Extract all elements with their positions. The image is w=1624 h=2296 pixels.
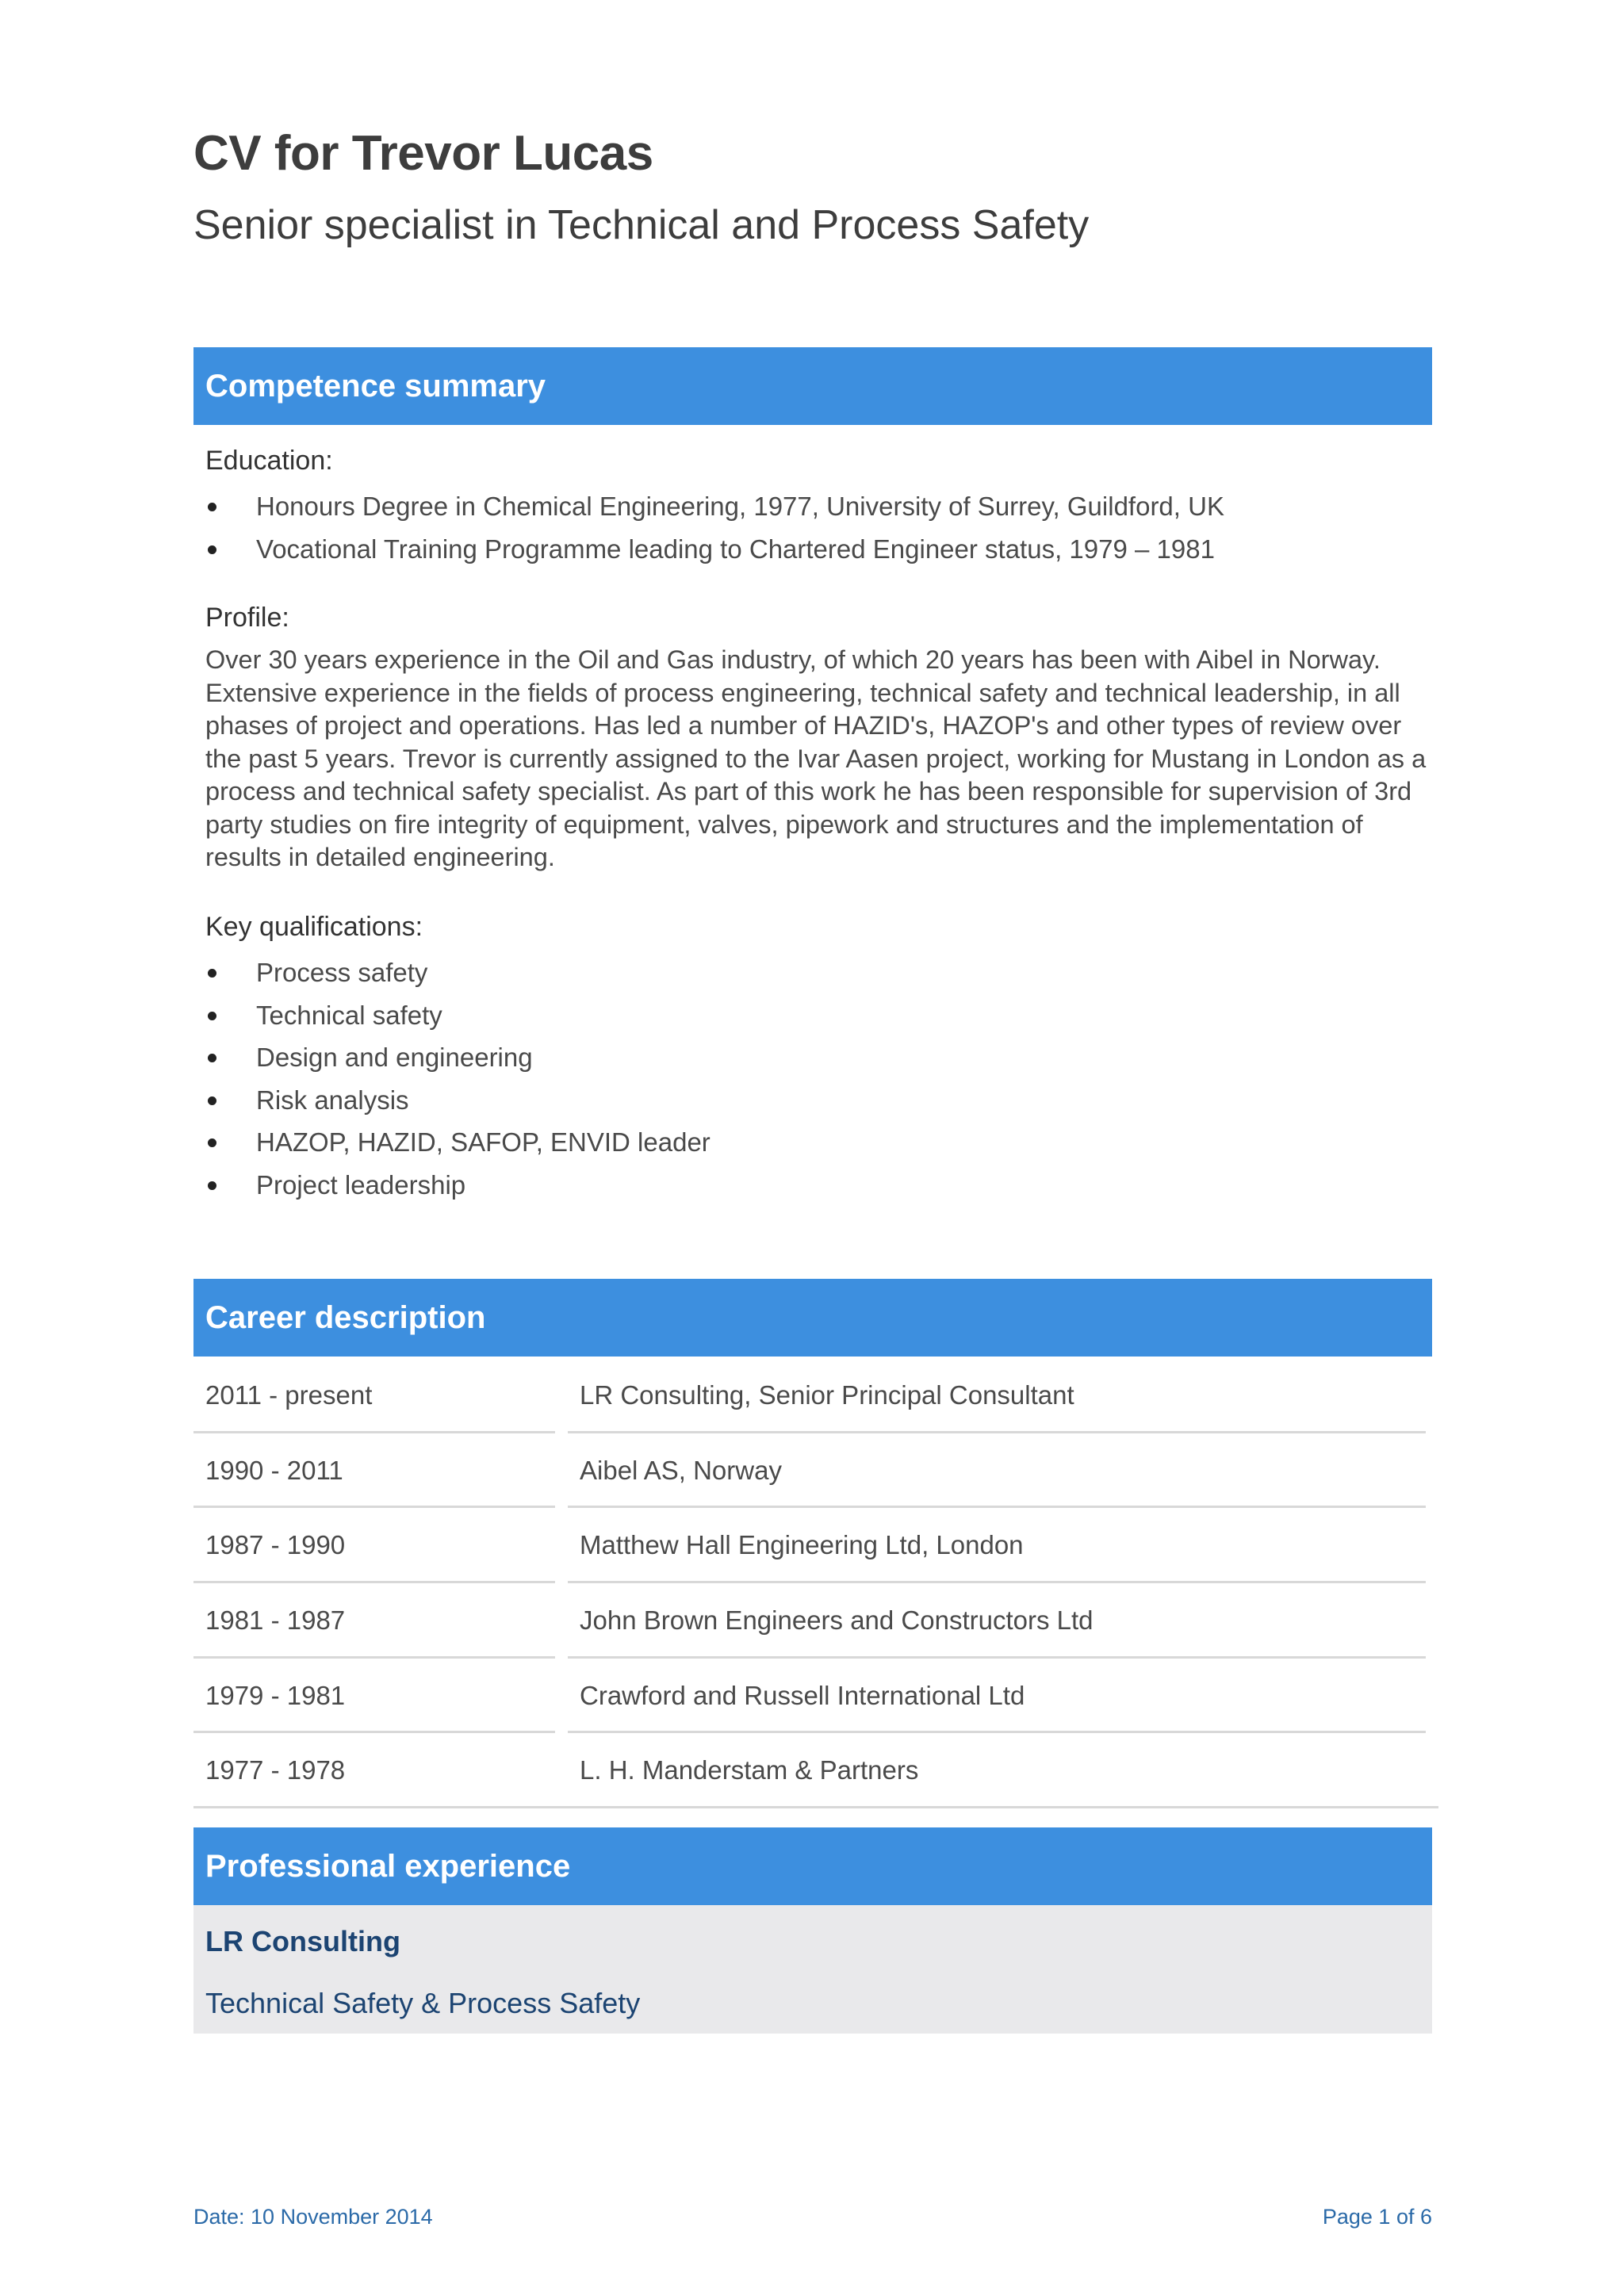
education-label: Education:: [205, 446, 333, 476]
qualification-item: [205, 951, 710, 994]
career-organisation: John Brown Engineers and Constructors Ltd: [568, 1583, 1426, 1659]
qualification-text: HAZOP, HAZID, SAFOP, ENVID leader: [256, 1127, 710, 1157]
key-qualifications-label: Key qualifications:: [205, 912, 423, 942]
page-subtitle: Senior specialist in Technical and Process Safety: [193, 202, 1090, 248]
career-organisation: Crawford and Russell International Ltd: [568, 1659, 1426, 1734]
bullet-icon: [208, 1181, 216, 1190]
qualification-text: Process safety: [256, 958, 428, 987]
career-organisation: LR Consulting, Senior Principal Consultant: [568, 1358, 1426, 1433]
qualification-item: [205, 1036, 710, 1079]
qualification-text: Project leadership: [256, 1169, 466, 1200]
career-organisation: L. H. Manderstam & Partners: [580, 1755, 919, 1785]
education-item-text: Vocational Training Programme leading to Chartered Engineer status, 1979 – 1981: [256, 534, 1215, 564]
experience-company-block: [193, 1905, 1432, 2034]
bullet-icon: [208, 969, 216, 978]
footer-page-number: Page 1 of 6: [1322, 2205, 1432, 2229]
bullet-icon: [208, 545, 216, 554]
qualification-text: Risk analysis: [256, 1085, 409, 1115]
qualification-item: [205, 1079, 710, 1122]
career-row: [193, 1433, 1432, 1509]
education-list: [205, 485, 1224, 570]
bullet-icon: [208, 1054, 216, 1062]
professional-experience-heading: Professional experience: [193, 1827, 1432, 1905]
footer-date: Date: 10 November 2014: [193, 2205, 433, 2229]
career-row: [193, 1508, 1432, 1583]
career-row: [193, 1583, 1432, 1659]
career-row: [193, 1659, 1432, 1734]
career-period: 1979 - 1981: [193, 1659, 555, 1734]
page-title: CV for Trevor Lucas: [193, 126, 653, 181]
career-period: 2011 - present: [193, 1358, 555, 1433]
career-organisation: Aibel AS, Norway: [568, 1433, 1426, 1509]
education-item: [205, 485, 1224, 528]
profile-label: Profile:: [205, 603, 289, 633]
career-table: [193, 1358, 1432, 1808]
company-name: LR Consulting: [205, 1925, 400, 1957]
career-row: [193, 1733, 1432, 1808]
education-item: [205, 528, 1224, 571]
career-period: 1981 - 1987: [193, 1583, 555, 1659]
qualification-text: Technical safety: [256, 1000, 442, 1030]
bullet-icon: [208, 1138, 216, 1147]
qualification-item: [205, 1121, 710, 1164]
education-item-text: Honours Degree in Chemical Engineering, 1977, University of Surrey, Guildford, UK: [256, 492, 1224, 521]
qualification-item: [205, 1164, 710, 1207]
qualification-item: [205, 994, 710, 1037]
bullet-icon: [208, 1012, 216, 1020]
bullet-icon: [208, 503, 216, 511]
bullet-icon: [208, 1096, 216, 1105]
qualifications-list: [205, 951, 710, 1206]
profile-paragraph: Over 30 years experience in the Oil and Gas industry, of which 20 years has been with Aibel in Norway. Extensive experience in the fields of process engineering, technical safety and technical leadership, in all phases of project and operations. Has led a number of HAZID's, HAZOP's and other types of review over the past 5 years. Trevor is currently assigned to the Ivar Aasen project, working for Mustang in London as a process and technical safety specialist. As part of this work he has been responsible for supervision of 3rd party studies on fire integrity of equipment, valves, pipework and structures and the implementation of results in detailed engineering.: [205, 645, 1427, 871]
career-period: 1987 - 1990: [193, 1508, 555, 1583]
career-row: [193, 1358, 1432, 1433]
career-organisation: Matthew Hall Engineering Ltd, London: [568, 1508, 1426, 1583]
career-period: 1977 - 1978: [193, 1733, 1438, 1808]
company-role: Technical Safety & Process Safety: [205, 1987, 641, 2019]
career-description-heading: Career description: [193, 1279, 1432, 1357]
competence-summary-heading: Competence summary: [193, 347, 1432, 425]
qualification-text: Design and engineering: [256, 1043, 533, 1072]
career-period: 1990 - 2011: [193, 1433, 555, 1509]
